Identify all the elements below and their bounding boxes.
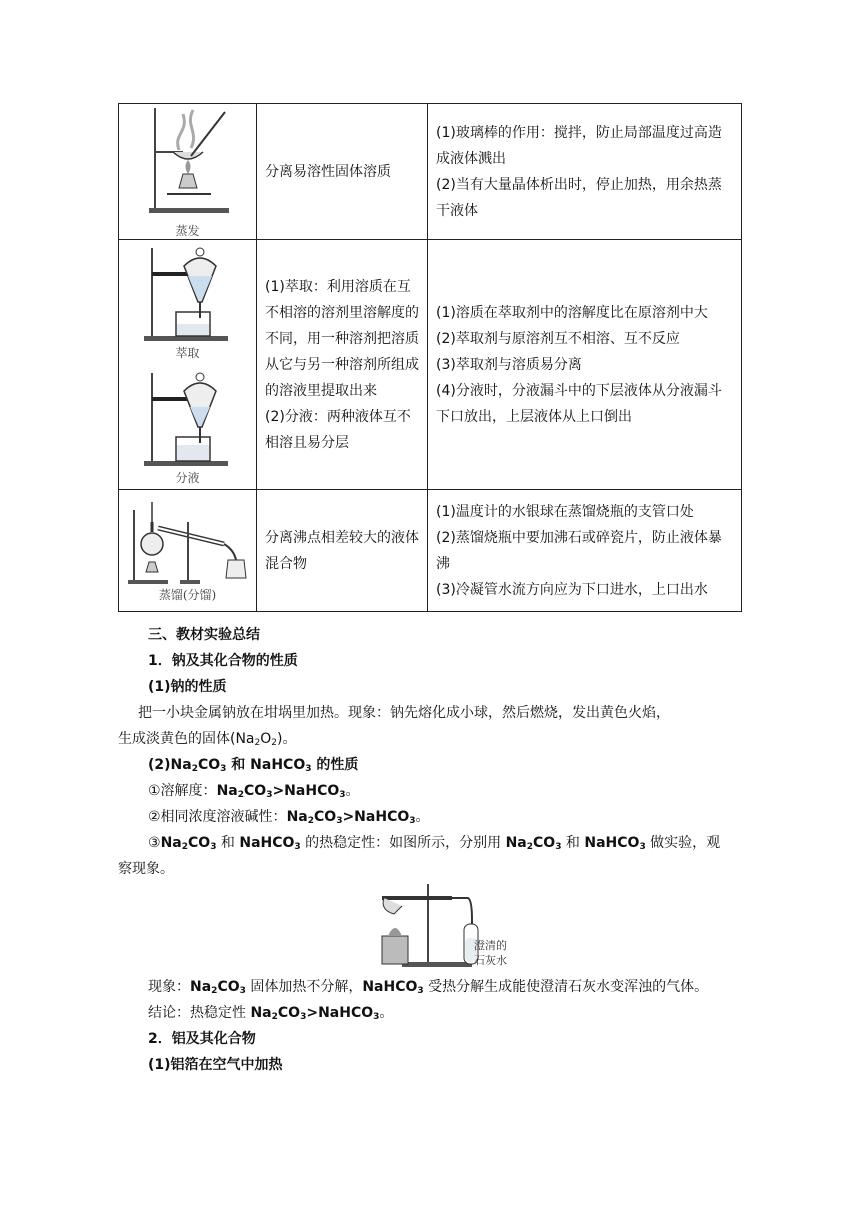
- extraction-note-1: (1)溶质在萃取剂中的溶解度比在原溶剂中大: [436, 304, 708, 321]
- evaporation-note-2: (2)当有大量晶体析出时，停止加热，用余热蒸干液体: [436, 176, 722, 219]
- evaporation-note-1: (1)玻璃棒的作用：搅拌，防止局部温度过高造成液体溅出: [436, 124, 722, 167]
- extraction-caption: 萃取: [175, 345, 200, 360]
- solubility-line: ①溶解度：$Na_2CO_3>NaHCO_3$。: [148, 783, 360, 800]
- separatory-funnel-icon: [140, 369, 236, 469]
- sodium-paragraph-line-1: 把一小块金属钠放在坩埚里加热。现象：钠先熔化成小球，然后燃烧，发出黄色火焰，: [138, 705, 670, 721]
- distillation-note-3: (3)冷凝管水流方向应为下口进水，上口出水: [436, 581, 708, 598]
- extraction-note-3: (3)萃取剂与溶质易分离: [436, 356, 582, 373]
- distillation-caption: 蒸馏(分馏): [158, 588, 217, 602]
- section-body-bottom: [128, 974, 742, 1078]
- distillation-notes: [428, 490, 742, 612]
- evaporation-caption: 蒸发: [175, 224, 200, 238]
- subsection-sodium-properties: (1)钠的性质: [148, 679, 227, 695]
- distillation-use-text: 分离沸点相差较大的液体混合物: [265, 529, 419, 572]
- extraction-use-2: (2)分液：两种液体互不相溶且易分层: [265, 408, 411, 451]
- conclusion-line: 结论：热稳定性 $Na_2CO_3>NaHCO_3$。: [148, 1005, 394, 1022]
- subsection-aluminum: 2．铝及其化合物: [148, 1031, 256, 1047]
- table-row: [119, 104, 742, 240]
- figure-label-line-1: 澄清的: [474, 939, 507, 952]
- separation-methods-table: [118, 103, 742, 612]
- phenomenon-line: 现象：$Na_2CO_3$ 固体加热不分解，NaHCO$_3$ 受热分解生成能使澄清石灰水变浑浊的气体。: [148, 979, 709, 996]
- table-row: [119, 490, 742, 612]
- separatory-funnel-icon: [140, 244, 236, 344]
- extraction-note-2: (2)萃取剂与原溶剂互不相溶、互不反应: [436, 330, 680, 347]
- evaporation-use: [257, 104, 428, 240]
- evaporation-notes: [428, 104, 742, 240]
- section-body-top: [118, 622, 742, 882]
- subsection-aluminum-foil: (1)铝箔在空气中加热: [148, 1057, 283, 1073]
- section-heading: 三、教材实验总结: [148, 627, 260, 643]
- evaporation-apparatus-icon: [143, 104, 233, 222]
- extraction-notes: [428, 240, 742, 490]
- na2co3-nahco3-heading: $(2)Na_2CO_3$ 和 NaHCO$_3$ 的性质: [148, 757, 359, 774]
- figure-label: [474, 938, 507, 968]
- distillation-note-2: (2)蒸馏烧瓶中要加沸石或碎瓷片，防止液体暴沸: [436, 529, 722, 572]
- distillation-use: [257, 490, 428, 612]
- distillation-image-cell: [119, 490, 257, 612]
- table-row: [119, 240, 742, 490]
- subsection-sodium: 1．钠及其化合物的性质: [148, 653, 298, 669]
- evaporation-use-text: 分离易溶性固体溶质: [265, 163, 391, 180]
- extraction-use-1: (1)萃取：利用溶质在互不相溶的溶剂里溶解度的不同，用一种溶剂把溶质从它与另一种溶剂所组成的溶液里提取出来: [265, 278, 419, 399]
- figure-label-line-2: 石灰水: [474, 954, 507, 967]
- extraction-image-cell: [119, 240, 257, 490]
- liquid-separation-caption: 分液: [175, 470, 200, 485]
- thermal-stability-line-1: $③Na_2CO_3$ 和 NaHCO$_3$ 的热稳定性：如图所示，分别用 $Na_2CO_3$ 和 NaHCO$_3$ 做实验，观: [148, 835, 721, 852]
- distillation-apparatus-icon: [124, 498, 252, 586]
- alkalinity-line: ②相同浓度溶液碱性：$Na_2CO_3>NaHCO_3$。: [148, 809, 430, 826]
- distillation-note-1: (1)温度计的水银球在蒸馏烧瓶的支管口处: [436, 503, 694, 520]
- extraction-note-4: (4)分液时，分液漏斗中的下层液体从分液漏斗下口放出，上层液体从上口倒出: [436, 382, 722, 425]
- extraction-use: [257, 240, 428, 490]
- sodium-paragraph-line-2: 生成淡黄色的固体$(Na_2O_2)$。: [118, 731, 297, 748]
- evaporation-image-cell: [119, 104, 257, 240]
- thermal-stability-line-2: 察现象。: [118, 861, 174, 877]
